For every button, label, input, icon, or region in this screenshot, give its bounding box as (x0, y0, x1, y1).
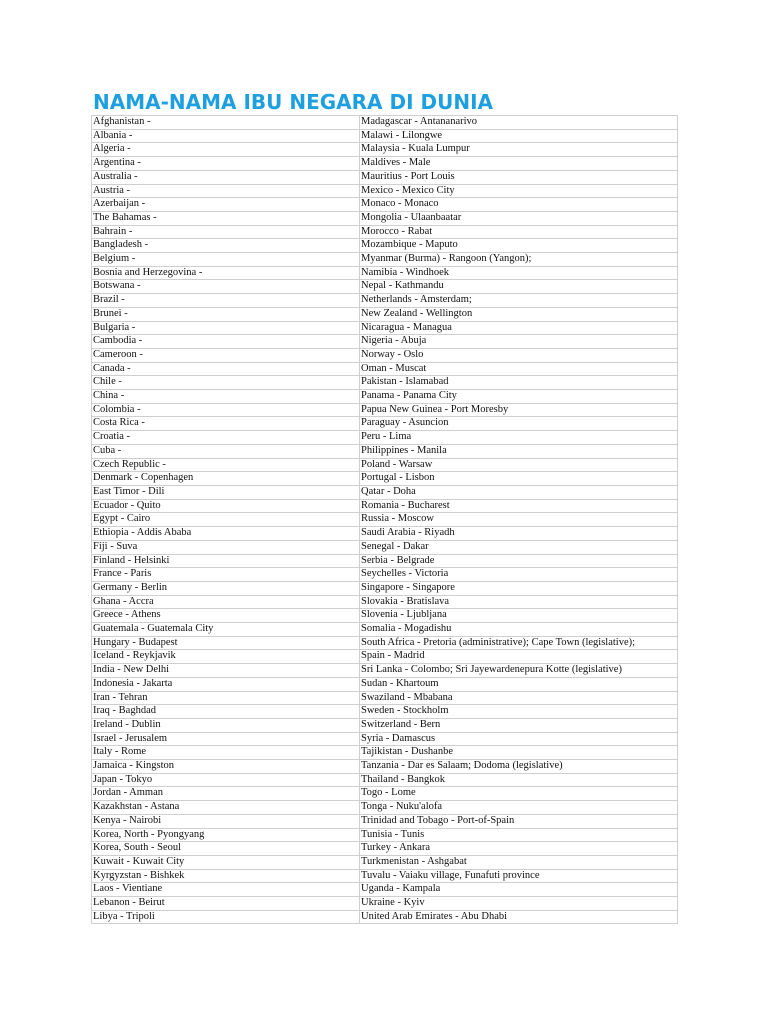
country-capital-cell-left: Azerbaijan - (92, 198, 360, 212)
country-capital-cell-right: Nepal - Kathmandu (360, 280, 678, 294)
table-row (92, 239, 678, 253)
country-capital-cell-right: Papua New Guinea - Port Moresby (360, 403, 678, 417)
country-capital-cell-right: Spain - Madrid (360, 650, 678, 664)
country-capital-cell-left: Iraq - Baghdad (92, 705, 360, 719)
table-row (92, 307, 678, 321)
table-row (92, 129, 678, 143)
country-capital-cell-right: Malawi - Lilongwe (360, 129, 678, 143)
table-row (92, 335, 678, 349)
table-row (92, 211, 678, 225)
country-capital-cell-left: Cuba - (92, 444, 360, 458)
country-capital-cell-left: Kenya - Nairobi (92, 814, 360, 828)
country-capital-cell-right: Maldives - Male (360, 157, 678, 171)
country-capital-cell-left: Ecuador - Quito (92, 499, 360, 513)
table-row (92, 390, 678, 404)
country-capital-cell-right: Tajikistan - Dushanbe (360, 746, 678, 760)
country-capital-cell-right: Uganda - Kampala (360, 883, 678, 897)
table-row (92, 266, 678, 280)
country-capital-cell-right: Qatar - Doha (360, 485, 678, 499)
country-capital-cell-right: Saudi Arabia - Riyadh (360, 527, 678, 541)
country-capital-cell-right: Singapore - Singapore (360, 581, 678, 595)
country-capital-cell-left: Germany - Berlin (92, 581, 360, 595)
country-capital-cell-right: Trinidad and Tobago - Port-of-Spain (360, 814, 678, 828)
country-capital-cell-left: Jamaica - Kingston (92, 760, 360, 774)
country-capital-cell-left: Algeria - (92, 143, 360, 157)
country-capital-cell-right: Myanmar (Burma) - Rangoon (Yangon); (360, 253, 678, 267)
country-capital-cell-left: Kazakhstan - Astana (92, 801, 360, 815)
country-capital-cell-left: France - Paris (92, 568, 360, 582)
table-row (92, 170, 678, 184)
table-row (92, 773, 678, 787)
country-capital-cell-right: Sweden - Stockholm (360, 705, 678, 719)
country-capital-cell-right: Poland - Warsaw (360, 458, 678, 472)
country-capital-cell-left: Hungary - Budapest (92, 636, 360, 650)
table-row (92, 362, 678, 376)
country-capital-cell-right: Tunisia - Tunis (360, 828, 678, 842)
country-capital-cell-right: Morocco - Rabat (360, 225, 678, 239)
table-row (92, 540, 678, 554)
table-row (92, 348, 678, 362)
table-row (92, 595, 678, 609)
table-body (92, 116, 678, 924)
table-row (92, 225, 678, 239)
country-capital-cell-left: Chile - (92, 376, 360, 390)
country-capital-cell-left: Israel - Jerusalem (92, 732, 360, 746)
country-capital-cell-right: Switzerland - Bern (360, 718, 678, 732)
table-row (92, 458, 678, 472)
country-capital-cell-left: Iceland - Reykjavik (92, 650, 360, 664)
country-capital-cell-right: Russia - Moscow (360, 513, 678, 527)
table-row (92, 705, 678, 719)
country-capital-cell-left: The Bahamas - (92, 211, 360, 225)
country-capital-cell-left: Denmark - Copenhagen (92, 472, 360, 486)
country-capital-cell-left: Brunei - (92, 307, 360, 321)
country-capital-cell-left: Australia - (92, 170, 360, 184)
country-capital-cell-left: Korea, South - Seoul (92, 842, 360, 856)
table-row (92, 417, 678, 431)
country-capital-cell-right: Philippines - Manila (360, 444, 678, 458)
country-capital-cell-right: Malaysia - Kuala Lumpur (360, 143, 678, 157)
country-capital-cell-left: Ireland - Dublin (92, 718, 360, 732)
country-capital-cell-right: Mongolia - Ulaanbaatar (360, 211, 678, 225)
country-capital-cell-right: Sudan - Khartoum (360, 677, 678, 691)
country-capital-cell-left: Canada - (92, 362, 360, 376)
country-capital-cell-left: Libya - Tripoli (92, 910, 360, 924)
country-capital-cell-left: Bangladesh - (92, 239, 360, 253)
country-capital-cell-left: Belgium - (92, 253, 360, 267)
country-capital-cell-left: Bosnia and Herzegovina - (92, 266, 360, 280)
country-capital-cell-left: Ghana - Accra (92, 595, 360, 609)
country-capital-cell-right: Ukraine - Kyiv (360, 897, 678, 911)
country-capital-cell-right: New Zealand - Wellington (360, 307, 678, 321)
country-capital-cell-left: Ethiopia - Addis Ababa (92, 527, 360, 541)
country-capital-cell-right: Panama - Panama City (360, 390, 678, 404)
table-row (92, 842, 678, 856)
table-row (92, 650, 678, 664)
country-capital-cell-right: Somalia - Mogadishu (360, 623, 678, 637)
table-row (92, 513, 678, 527)
country-capital-cell-left: Fiji - Suva (92, 540, 360, 554)
country-capital-cell-left: Costa Rica - (92, 417, 360, 431)
country-capital-cell-right: Paraguay - Asuncion (360, 417, 678, 431)
country-capital-cell-left: Botswana - (92, 280, 360, 294)
table-row (92, 801, 678, 815)
country-capital-cell-left: Bahrain - (92, 225, 360, 239)
capital-cities-table (91, 115, 678, 924)
country-capital-cell-right: Peru - Lima (360, 431, 678, 445)
country-capital-cell-right: Portugal - Lisbon (360, 472, 678, 486)
country-capital-cell-left: Czech Republic - (92, 458, 360, 472)
country-capital-cell-right: Netherlands - Amsterdam; (360, 294, 678, 308)
country-capital-cell-left: Cambodia - (92, 335, 360, 349)
table-row (92, 485, 678, 499)
country-capital-cell-right: Mozambique - Maputo (360, 239, 678, 253)
table-row (92, 253, 678, 267)
country-capital-cell-left: Greece - Athens (92, 609, 360, 623)
table-row (92, 431, 678, 445)
table-row (92, 499, 678, 513)
country-capital-cell-right: Nicaragua - Managua (360, 321, 678, 335)
country-capital-cell-left: Iran - Tehran (92, 691, 360, 705)
country-capital-cell-right: Thailand - Bangkok (360, 773, 678, 787)
country-capital-cell-right: Norway - Oslo (360, 348, 678, 362)
table-row (92, 472, 678, 486)
country-capital-cell-left: Egypt - Cairo (92, 513, 360, 527)
country-capital-cell-right: Madagascar - Antananarivo (360, 116, 678, 130)
country-capital-cell-left: Kyrgyzstan - Bishkek (92, 869, 360, 883)
country-capital-cell-right: Turkey - Ankara (360, 842, 678, 856)
country-capital-cell-right: Oman - Muscat (360, 362, 678, 376)
country-capital-cell-right: Romania - Bucharest (360, 499, 678, 513)
country-capital-cell-left: Argentina - (92, 157, 360, 171)
table-row (92, 910, 678, 924)
table-row (92, 869, 678, 883)
table-row (92, 897, 678, 911)
country-capital-cell-right: Mexico - Mexico City (360, 184, 678, 198)
country-capital-cell-left: Laos - Vientiane (92, 883, 360, 897)
country-capital-cell-left: East Timor - Dili (92, 485, 360, 499)
table-row (92, 760, 678, 774)
table-row (92, 280, 678, 294)
table-row (92, 814, 678, 828)
table-row (92, 554, 678, 568)
table-row (92, 883, 678, 897)
country-capital-cell-right: Sri Lanka - Colombo; Sri Jayewardenepura Kotte (legislative) (360, 664, 678, 678)
country-capital-cell-right: Serbia - Belgrade (360, 554, 678, 568)
table-row (92, 828, 678, 842)
country-capital-cell-right: Monaco - Monaco (360, 198, 678, 212)
country-capital-cell-right: Seychelles - Victoria (360, 568, 678, 582)
country-capital-cell-left: Guatemala - Guatemala City (92, 623, 360, 637)
table-row (92, 609, 678, 623)
country-capital-cell-right: Togo - Lome (360, 787, 678, 801)
country-capital-cell-right: Tonga - Nuku'alofa (360, 801, 678, 815)
country-capital-cell-left: Colombia - (92, 403, 360, 417)
table-row (92, 444, 678, 458)
country-capital-cell-left: Brazil - (92, 294, 360, 308)
table-row (92, 527, 678, 541)
country-capital-cell-right: Nigeria - Abuja (360, 335, 678, 349)
country-capital-cell-right: Syria - Damascus (360, 732, 678, 746)
country-capital-cell-left: Japan - Tokyo (92, 773, 360, 787)
table-row (92, 677, 678, 691)
country-capital-cell-right: United Arab Emirates - Abu Dhabi (360, 910, 678, 924)
table-row (92, 855, 678, 869)
table-row (92, 664, 678, 678)
country-capital-cell-left: Jordan - Amman (92, 787, 360, 801)
country-capital-cell-left: China - (92, 390, 360, 404)
table-row (92, 184, 678, 198)
table-row (92, 376, 678, 390)
country-capital-cell-left: Austria - (92, 184, 360, 198)
table-row (92, 691, 678, 705)
country-capital-cell-right: South Africa - Pretoria (administrative); Cape Town (legislative); (360, 636, 678, 650)
table-row (92, 623, 678, 637)
table-row (92, 568, 678, 582)
country-capital-cell-right: Tanzania - Dar es Salaam; Dodoma (legislative) (360, 760, 678, 774)
table-row (92, 746, 678, 760)
document-title: NAMA-NAMA IBU NEGARA DI DUNIA (93, 90, 493, 114)
country-capital-cell-right: Namibia - Windhoek (360, 266, 678, 280)
table-row (92, 636, 678, 650)
country-capital-cell-left: Indonesia - Jakarta (92, 677, 360, 691)
country-capital-cell-right: Swaziland - Mbabana (360, 691, 678, 705)
country-capital-cell-right: Senegal - Dakar (360, 540, 678, 554)
country-capital-cell-right: Pakistan - Islamabad (360, 376, 678, 390)
table-row (92, 157, 678, 171)
country-capital-cell-right: Mauritius - Port Louis (360, 170, 678, 184)
country-capital-cell-left: Afghanistan - (92, 116, 360, 130)
country-capital-cell-left: Italy - Rome (92, 746, 360, 760)
table-row (92, 787, 678, 801)
table-row (92, 732, 678, 746)
country-capital-cell-left: Kuwait - Kuwait City (92, 855, 360, 869)
table-row (92, 718, 678, 732)
country-capital-cell-right: Turkmenistan - Ashgabat (360, 855, 678, 869)
country-capital-cell-right: Slovenia - Ljubljana (360, 609, 678, 623)
table-row (92, 321, 678, 335)
table-row (92, 143, 678, 157)
country-capital-cell-left: Lebanon - Beirut (92, 897, 360, 911)
table-row (92, 403, 678, 417)
country-capital-cell-left: Korea, North - Pyongyang (92, 828, 360, 842)
country-capital-cell-left: India - New Delhi (92, 664, 360, 678)
country-capital-cell-left: Cameroon - (92, 348, 360, 362)
country-capital-cell-left: Finland - Helsinki (92, 554, 360, 568)
country-capital-cell-left: Bulgaria - (92, 321, 360, 335)
table-row (92, 581, 678, 595)
country-capital-cell-right: Tuvalu - Vaiaku village, Funafuti province (360, 869, 678, 883)
country-capital-cell-right: Slovakia - Bratislava (360, 595, 678, 609)
country-capital-cell-left: Croatia - (92, 431, 360, 445)
table-row (92, 116, 678, 130)
table-row (92, 198, 678, 212)
table-row (92, 294, 678, 308)
country-capital-cell-left: Albania - (92, 129, 360, 143)
